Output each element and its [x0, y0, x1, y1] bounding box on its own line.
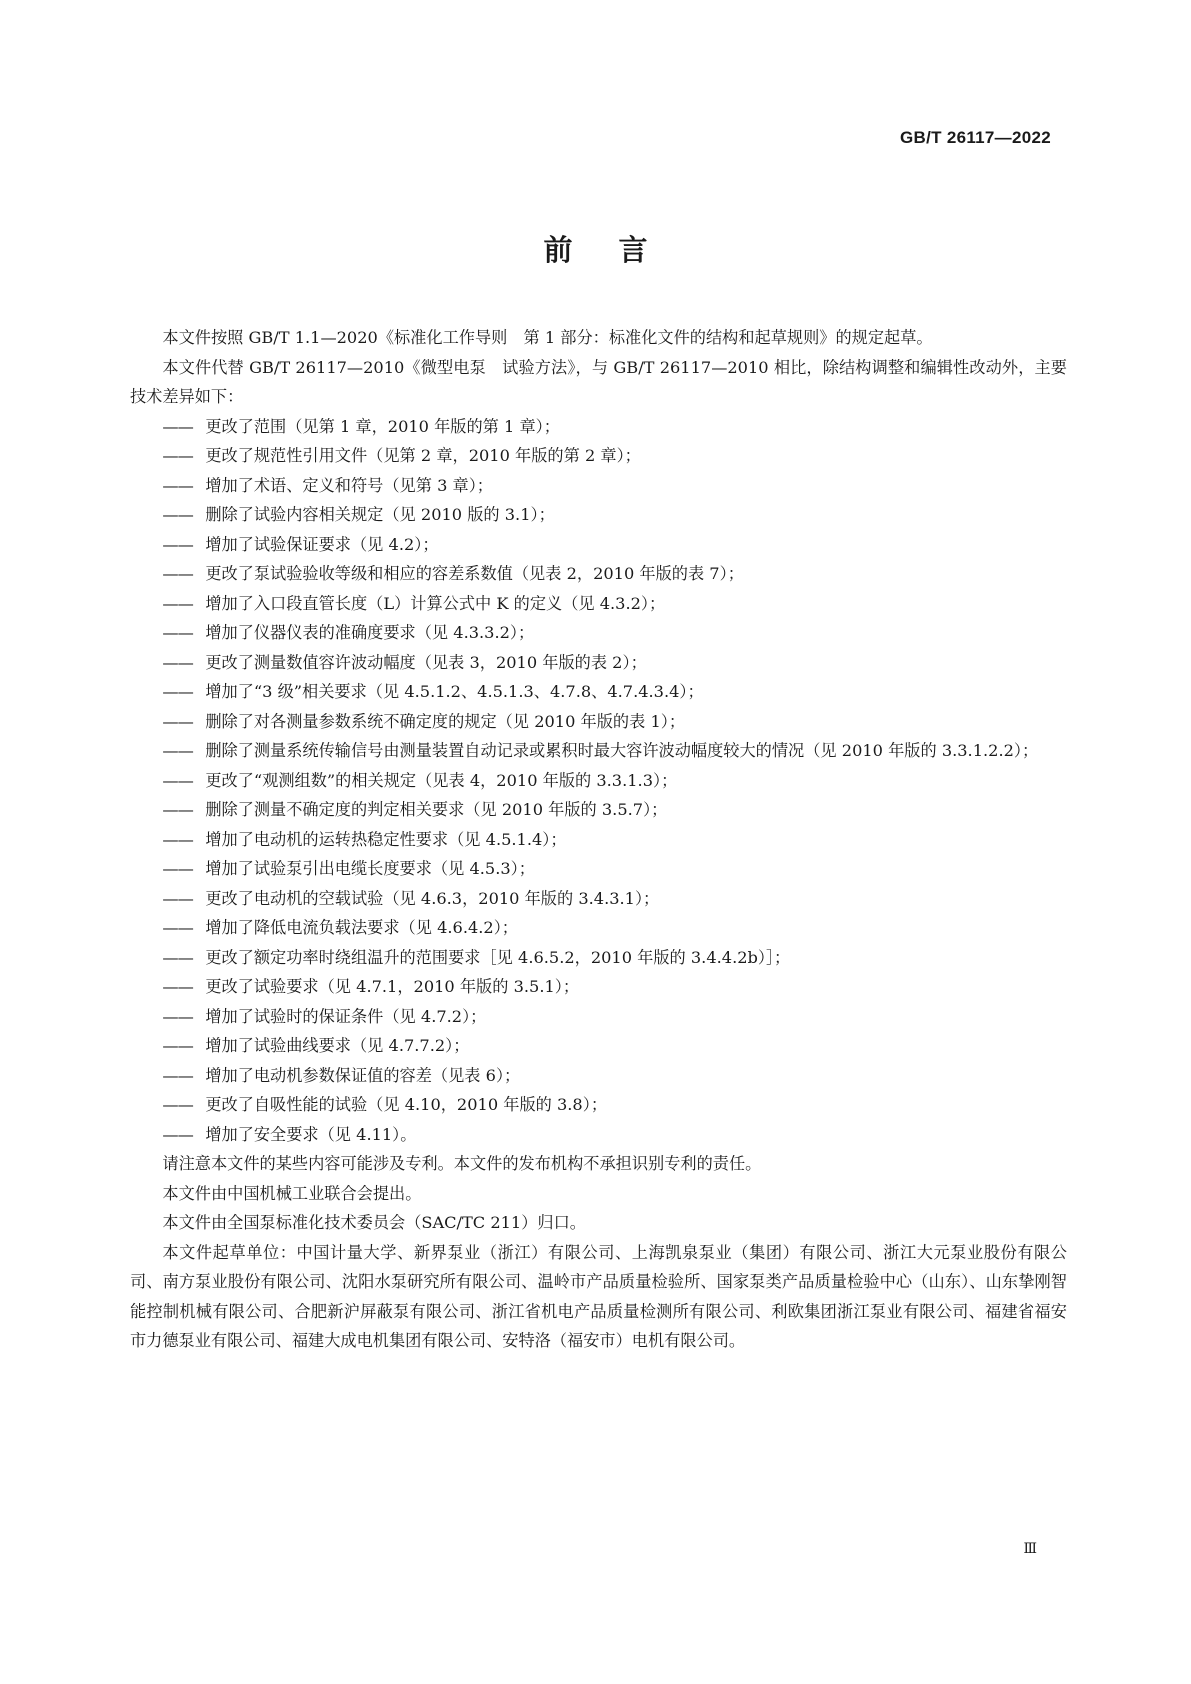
list-dash: —— [162, 1065, 193, 1085]
list-dash: —— [162, 1124, 193, 1144]
change-item [130, 441, 1067, 471]
change-item [130, 677, 1067, 707]
change-item [130, 412, 1067, 442]
list-dash: —— [162, 977, 193, 996]
change-text: 更改了泵试验验收等级和相应的容差系数值（见表 2，2010 年版的表 7）； [205, 564, 744, 583]
list-dash: —— [162, 1006, 193, 1026]
list-dash: —— [162, 947, 193, 967]
change-item [130, 972, 1067, 1002]
change-text: 增加了仪器仪表的准确度要求（见 4.3.3.2）； [205, 623, 535, 642]
change-text: 更改了额定功率时绕组温升的范围要求［见 4.6.5.2，2010 年版的 3.4.4.2b）］； [205, 947, 791, 967]
change-text: 增加了试验曲线要求（见 4.7.7.2）； [205, 1036, 470, 1055]
paragraph: 请注意本文件的某些内容可能涉及专利。本文件的发布机构不承担识别专利的责任。 [162, 1154, 762, 1173]
change-text: 增加了术语、定义和符号（见第 3 章）； [205, 475, 493, 495]
page-title: 前言 [543, 233, 694, 267]
paragraph: 本文件由全国泵标准化技术委员会（SAC/TC 211）归口。 [162, 1213, 586, 1232]
list-dash: —— [162, 918, 193, 937]
change-item [130, 736, 1067, 766]
list-dash: —— [162, 505, 193, 524]
change-text: 增加了安全要求（见 4.11）。 [205, 1124, 417, 1144]
change-text: 增加了入口段直管长度（L）计算公式中 K 的定义（见 4.3.2）； [205, 593, 666, 613]
list-dash: —— [162, 446, 193, 465]
change-text: 删除了测量不确定度的判定相关要求（见 2010 年版的 3.5.7）； [205, 800, 668, 819]
change-text: 更改了测量数值容许波动幅度（见表 3，2010 年版的表 2）； [205, 652, 647, 672]
foreword-body [130, 323, 1067, 1356]
change-item [130, 1002, 1067, 1032]
change-text: 更改了电动机的空载试验（见 4.6.3，2010 年版的 3.4.3.1）； [205, 888, 660, 908]
list-dash: —— [162, 623, 193, 642]
changes-list [130, 412, 1067, 1150]
change-text: 更改了试验要求（见 4.7.1，2010 年版的 3.5.1）； [205, 977, 580, 996]
change-item [130, 530, 1067, 560]
list-dash: —— [162, 416, 193, 436]
page-number: Ⅲ [1023, 1541, 1037, 1557]
change-text: 增加了降低电流负载法要求（见 4.6.4.2）； [205, 918, 518, 937]
paragraph: 本文件起草单位：中国计量大学、新界泵业（浙江）有限公司、上海凯泉泵业（集团）有限公司、浙江大元泵业股份有限公司、南方泵业股份有限公司、沈阳水泵研究所有限公司、温岭市产品质量检验所、国家泵类产品质量检验中心（山东）、山东挚刚智能控制机械有限公司、合肥新沪屏蔽泵有限公司、浙江省机电产品质量检测所有限公司、利欧集团浙江泵业有限公司、福建省福安市力德泵业有限公司、福建大成电机集团有限公司、安特洛（福安市）电机有限公司。 [130, 1242, 1067, 1350]
list-dash: —— [162, 829, 193, 849]
change-text: 更改了范围（见第 1 章，2010 年版的第 1 章）； [205, 416, 560, 436]
change-text: 增加了“3 级”相关要求（见 4.5.1.2、4.5.1.3、4.7.8、4.7.4.3.4）； [205, 682, 704, 701]
change-text: 更改了“观测组数”的相关规定（见表 4，2010 年版的 3.3.1.3）； [205, 770, 678, 790]
change-text: 增加了电动机参数保证值的容差（见表 6）； [205, 1065, 521, 1085]
change-text: 更改了自吸性能的试验（见 4.10，2010 年版的 3.8）； [205, 1095, 608, 1114]
list-dash: —— [162, 1036, 193, 1055]
change-text: 增加了试验时的保证条件（见 4.7.2）； [205, 1006, 487, 1026]
paragraph: 本文件按照 GB/T 1.1—2020《标准化工作导则 第 1 部分：标准化文件的结构和起草规则》的规定起草。 [162, 328, 933, 347]
change-item [130, 648, 1067, 678]
change-item [130, 1120, 1067, 1150]
change-item [130, 589, 1067, 619]
change-item [130, 618, 1067, 648]
list-dash: —— [162, 475, 193, 495]
change-item [130, 795, 1067, 825]
change-text: 增加了试验保证要求（见 4.2）； [205, 534, 439, 554]
change-text: 删除了测量系统传输信号由测量装置自动记录或累积时最大容许波动幅度较大的情况（见 2010 年版的 3.3.1.2.2）； [205, 741, 1039, 760]
list-dash: —— [162, 682, 193, 701]
change-item [130, 943, 1067, 973]
change-item [130, 913, 1067, 943]
change-item [130, 471, 1067, 501]
list-dash: —— [162, 711, 193, 731]
standard-code: GB/T 26117—2022 [900, 128, 1051, 147]
list-dash: —— [162, 593, 193, 613]
change-item [130, 766, 1067, 796]
list-dash: —— [162, 859, 193, 878]
list-dash: —— [162, 741, 193, 760]
change-item [130, 559, 1067, 589]
change-text: 增加了试验泵引出电缆长度要求（见 4.5.3）； [205, 859, 535, 878]
list-dash: —— [162, 652, 193, 672]
list-dash: —— [162, 564, 193, 583]
paragraph: 本文件代替 GB/T 26117—2010《微型电泵 试验方法》，与 GB/T 26117—2010 相比，除结构调整和编辑性改动外，主要技术差异如下： [130, 357, 1067, 406]
change-text: 删除了对各测量参数系统不确定度的规定（见 2010 年版的表 1）； [205, 711, 686, 731]
change-item [130, 1061, 1067, 1091]
change-item [130, 884, 1067, 914]
list-dash: —— [162, 770, 193, 790]
change-item [130, 825, 1067, 855]
list-dash: —— [162, 888, 193, 908]
list-dash: —— [162, 800, 193, 819]
change-text: 更改了规范性引用文件（见第 2 章，2010 年版的第 2 章）； [205, 446, 641, 465]
change-item [130, 1090, 1067, 1120]
change-text: 增加了电动机的运转热稳定性要求（见 4.5.1.4）； [205, 829, 567, 849]
change-item [130, 707, 1067, 737]
list-dash: —— [162, 534, 193, 554]
list-dash: —— [162, 1095, 193, 1114]
change-item [130, 854, 1067, 884]
change-item [130, 1031, 1067, 1061]
change-text: 删除了试验内容相关规定（见 2010 版的 3.1）； [205, 505, 555, 524]
change-item [130, 500, 1067, 530]
paragraph: 本文件由中国机械工业联合会提出。 [162, 1183, 422, 1203]
